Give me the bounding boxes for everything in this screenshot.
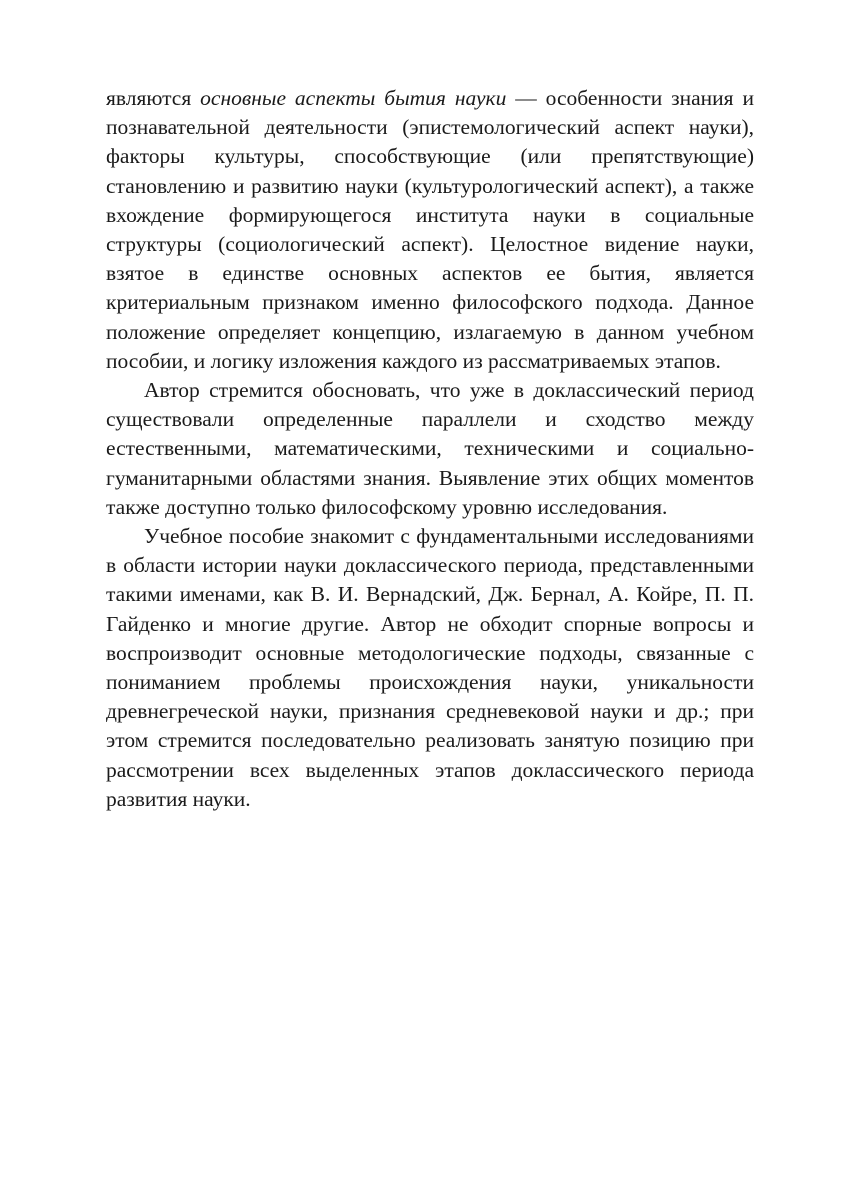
paragraph-1-rest: — особенности знания и познавательной деятельности (эпистемологический аспект науки), факторы культуры, способствующие (или препятствующие) становлению и развитию науки (культурологический аспект), а также вхождение формирующегося института науки в социальные структуры (социологический аспект). Целостное видение науки, взятое в единстве основных аспектов ее бытия, является критериальным признаком именно философского подхода. Данное положение определяет концепцию, излагаемую в данном учебном пособии, и логику изложения каждого из рассматриваемых этапов. <box>106 86 754 373</box>
body-text <box>106 84 754 814</box>
paragraph-1-lead: являются <box>106 86 201 110</box>
paragraph-3: Учебное пособие знакомит с фундаментальными исследованиями в области истории науки доклассического периода, представленными такими именами, как В. И. Вернадский, Дж. Бернал, А. Койре, П. П. Гайденко и многие другие. Автор не обходит спорные вопросы и воспроизводит основные методологические подходы, связанные с пониманием проблемы происхождения науки, уникальности древнегреческой науки, признания средневековой науки и др.; при этом стремится последовательно реализовать занятую позицию при рассмотрении всех выделенных этапов доклассического периода развития науки. <box>106 524 754 811</box>
paragraph-2: Автор стремится обосновать, что уже в доклассический период существовали определенные параллели и сходство между естественными, математическими, техническими и социально-гуманитарными областями знания. Выявление этих общих моментов также доступно только философскому уровню исследования. <box>106 378 754 519</box>
paragraph-1-italic: основные аспекты бытия науки <box>200 86 507 110</box>
paragraph-1 <box>106 84 754 376</box>
